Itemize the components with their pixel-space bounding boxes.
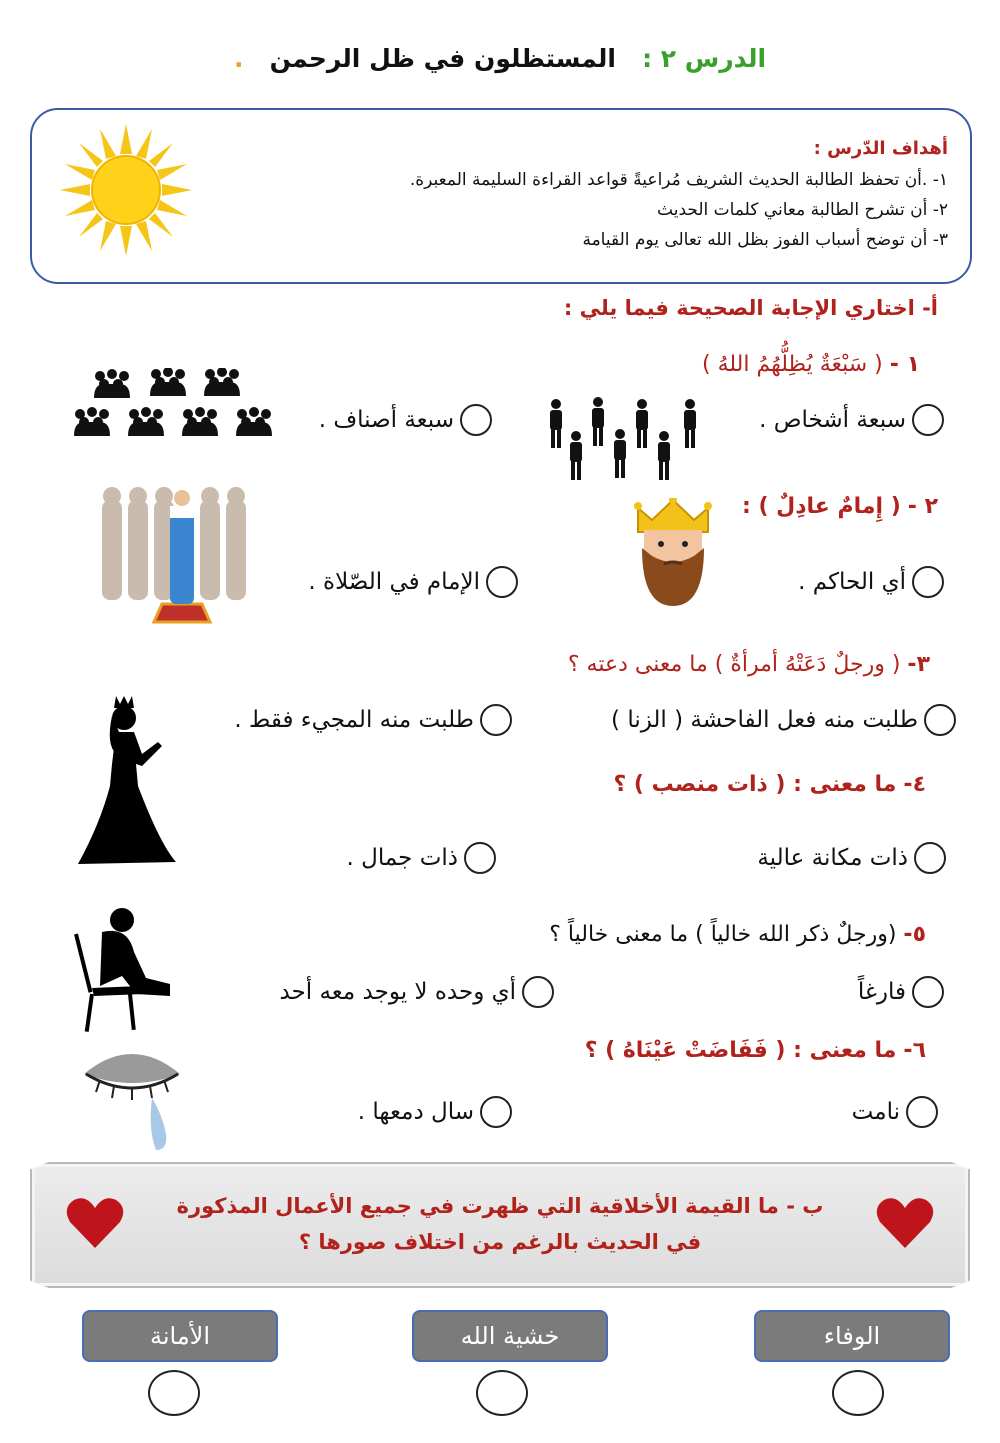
radio-button[interactable] (924, 704, 956, 736)
imam-prayer-icon (98, 486, 266, 624)
question-4 (613, 772, 926, 797)
sun-icon (60, 124, 192, 256)
q4-option-1[interactable] (757, 842, 946, 874)
radio-button[interactable] (912, 976, 944, 1008)
goals-title: أهداف الدّرس : (813, 138, 948, 159)
seven-groups-icon (72, 368, 278, 444)
option-label: سال دمعها . (357, 1099, 474, 1125)
option-label: طلبت منه فعل الفاحشة ( الزنا ) (611, 707, 918, 733)
question-text: ( إِمامٌ عادِلٌ ) : (742, 494, 901, 519)
question-number: ٦- (903, 1038, 926, 1063)
question-b-line: في الحديث بالرغم من اختلاف صورها ؟ (298, 1230, 702, 1254)
radio-button[interactable] (906, 1096, 938, 1128)
option-label: نامت (851, 1099, 900, 1125)
q2-option-2[interactable] (308, 566, 518, 598)
heart-icon (876, 1196, 934, 1250)
king-icon (628, 498, 718, 608)
lesson-title: المستظلون في ظل الرحمن (269, 44, 616, 73)
answer-radio-fear-of-god[interactable] (476, 1370, 528, 1416)
option-label: فارغاً (857, 979, 906, 1005)
question-text: (ورجلٌ ذكر الله خالياً ) ما معنى خالياً ؟ (549, 922, 897, 947)
question-1 (702, 352, 920, 377)
option-label: طلبت منه المجيء فقط . (234, 707, 474, 733)
q3-option-1[interactable] (611, 704, 956, 736)
option-label: الإمام في الصّلاة . (308, 569, 480, 595)
question-number: ١ - (889, 352, 920, 377)
question-text: ( سَبْعَةٌ يُظِلُّهُمُ اللهُ ) (702, 352, 883, 377)
radio-button[interactable] (460, 404, 492, 436)
q6-option-1[interactable] (852, 1096, 938, 1128)
radio-button[interactable] (480, 1096, 512, 1128)
answer-radio-loyalty[interactable] (832, 1370, 884, 1416)
radio-button[interactable] (464, 842, 496, 874)
radio-button[interactable] (912, 566, 944, 598)
question-2 (742, 494, 938, 519)
radio-button[interactable] (914, 842, 946, 874)
answer-button-loyalty[interactable]: الوفاء (754, 1310, 950, 1362)
crying-eye-icon (80, 1040, 184, 1154)
q5-option-2[interactable] (279, 976, 554, 1008)
woman-silhouette-icon (76, 694, 180, 872)
radio-button[interactable] (486, 566, 518, 598)
option-label: سبعة أشخاص . (759, 407, 906, 433)
seven-persons-icon (544, 396, 706, 482)
q5-option-1[interactable] (858, 976, 944, 1008)
goal-item: ١- .أن تحفظ الطالبة الحديث الشريف مُراعيةً قواعد القراءة السليمة المعبرة. (409, 170, 948, 190)
radio-button[interactable] (522, 976, 554, 1008)
option-label: أي وحده لا يوجد معه أحد (279, 979, 516, 1005)
answer-button-trust[interactable]: الأمانة (82, 1310, 278, 1362)
goal-item: ٢- أن تشرح الطالبة معاني كلمات الحديث (657, 200, 948, 220)
question-number: ٢ - (907, 494, 938, 519)
heart-icon (66, 1196, 124, 1250)
q1-option-1[interactable] (759, 404, 944, 436)
question-5 (549, 922, 926, 947)
question-b-line: ب - ما القيمة الأخلاقية التي ظهرت في جميع الأعمال المذكورة (176, 1194, 824, 1218)
radio-button[interactable] (912, 404, 944, 436)
question-number: ٥- (903, 922, 926, 947)
lesson-label: الدرس ٢ : (642, 44, 767, 73)
answer-button-fear-of-god[interactable]: خشية الله (412, 1310, 608, 1362)
option-label: سبعة أصناف . (318, 407, 454, 433)
question-b-text (120, 1188, 880, 1260)
option-label: ذات جمال . (346, 845, 458, 871)
question-text: ما معنى : ( فَفَاضَتْ عَيْنَاهُ ) ؟ (584, 1038, 897, 1063)
goal-item: ٣- أن توضح أسباب الفوز بظل الله تعالى يوم القيامة (582, 230, 948, 250)
question-text: ( ورجلٌ دَعَتْهُ أمرأةٌ ) ما معنى دعته ؟ (567, 652, 901, 677)
question-number: ٤- (903, 772, 926, 797)
sitting-man-icon (72, 904, 176, 1032)
section-a-title: أ- اختاري الإجابة الصحيحة فيما يلي : (563, 296, 938, 320)
q2-option-1[interactable] (798, 566, 944, 598)
question-6 (585, 1038, 926, 1063)
question-text: ما معنى : ( ذات منصب ) ؟ (613, 772, 897, 797)
page-title (0, 44, 1000, 73)
answer-radio-trust[interactable] (148, 1370, 200, 1416)
option-label: أي الحاكم . (798, 569, 906, 595)
question-3 (568, 652, 930, 677)
question-number: ٣- (907, 652, 930, 677)
title-dot: . (233, 44, 244, 73)
q6-option-2[interactable] (358, 1096, 512, 1128)
radio-button[interactable] (480, 704, 512, 736)
q4-option-2[interactable] (347, 842, 496, 874)
q1-option-2[interactable] (319, 404, 492, 436)
q3-option-2[interactable] (234, 704, 512, 736)
option-label: ذات مكانة عالية (757, 845, 908, 871)
